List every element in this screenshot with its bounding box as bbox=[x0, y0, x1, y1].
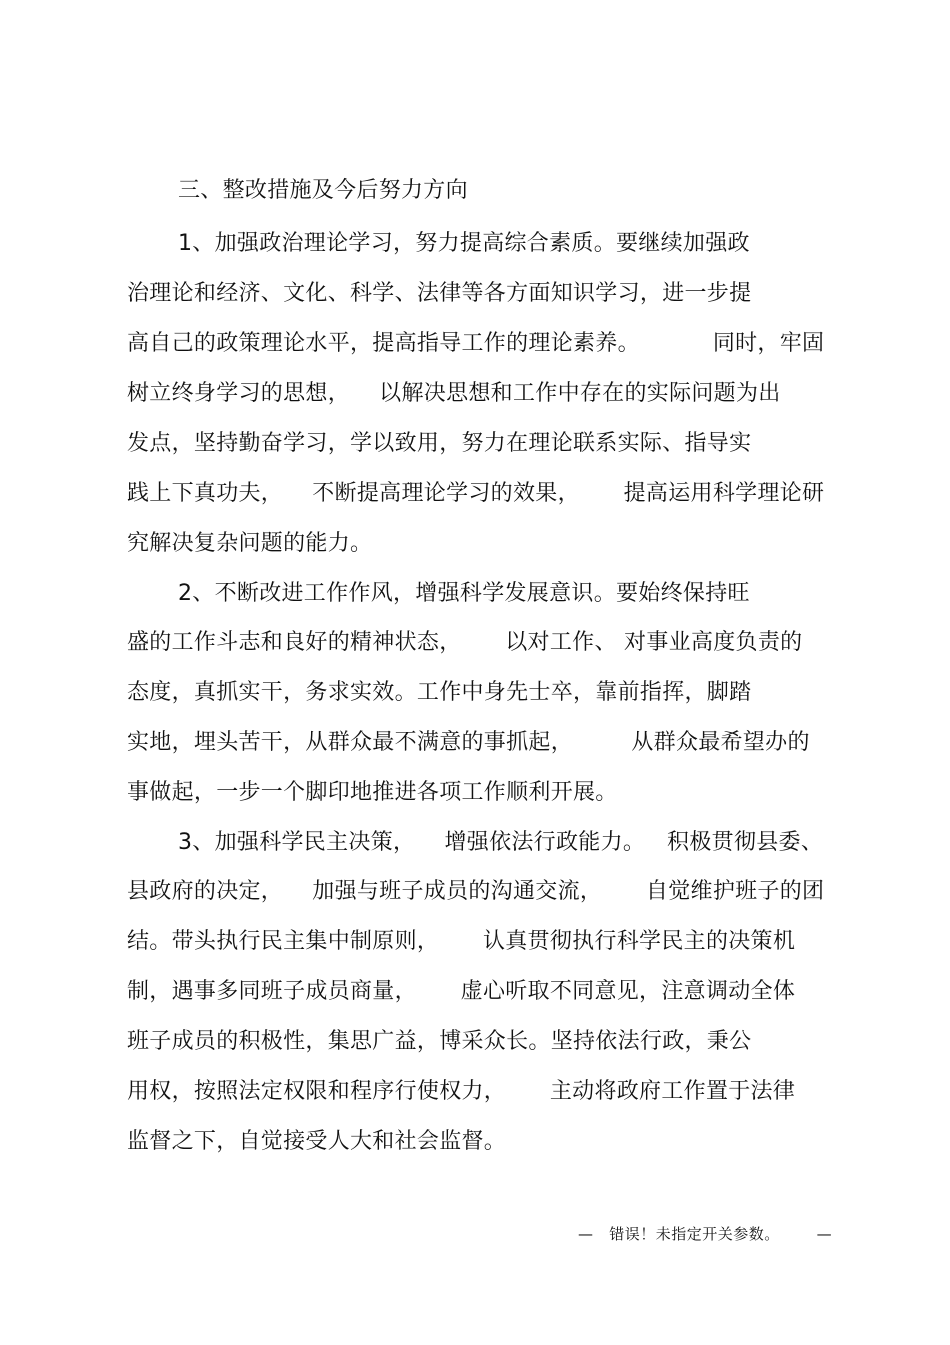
paragraph-2-line-1: 2、不断改进工作作风，增强科学发展意识。要始终保持旺 bbox=[178, 581, 750, 606]
paragraph-3-line-1: 3、加强科学民主决策， 增强依法行政能力。 积极贯彻县委、 bbox=[178, 830, 824, 855]
paragraph-2-line-5: 事做起，一步一个脚印地推进各项工作顺利开展。 bbox=[127, 780, 618, 805]
section-heading: 三、整改措施及今后努力方向 bbox=[178, 178, 468, 203]
paragraph-1-line-2: 治理论和经济、文化、科学、法律等各方面知识学习，进一步提 bbox=[127, 281, 752, 306]
paragraph-3-line-7: 监督之下，自觉接受人大和社会监督。 bbox=[127, 1129, 507, 1154]
paragraph-2-line-2: 盛的工作斗志和良好的精神状态， 以对工作、 对事业高度负责的 bbox=[127, 630, 803, 655]
paragraph-3-line-5: 班子成员的积极性，集思广益，博采众长。坚持依法行政，秉公 bbox=[127, 1029, 752, 1054]
paragraph-1-line-5: 发点，坚持勤奋学习，学以致用，努力在理论联系实际、指导实 bbox=[127, 431, 752, 456]
paragraph-3-line-6: 用权，按照法定权限和程序行使权力， 主动将政府工作置于法律 bbox=[127, 1079, 796, 1104]
paragraph-3-line-2: 县政府的决定， 加强与班子成员的沟通交流， 自觉维护班子的团 bbox=[127, 879, 825, 904]
paragraph-2-line-3: 态度，真抓实干，务求实效。工作中身先士卒，靠前指挥，脚踏 bbox=[127, 680, 752, 705]
paragraph-1-line-4: 树立终身学习的思想， 以解决思想和工作中存在的实际问题为出 bbox=[127, 381, 781, 406]
paragraph-1-line-6: 践上下真功夫， 不断提高理论学习的效果， 提高运用科学理论研 bbox=[127, 481, 825, 506]
paragraph-1-line-1: 1、加强政治理论学习，努力提高综合素质。要继续加强政 bbox=[178, 231, 750, 256]
page-footer: — 错误！未指定开关参数。 — bbox=[578, 1225, 833, 1243]
paragraph-3-line-4: 制，遇事多同班子成员商量， 虚心听取不同意见，注意调动全体 bbox=[127, 979, 796, 1004]
paragraph-1-line-7: 究解决复杂问题的能力。 bbox=[127, 531, 373, 556]
paragraph-2-line-4: 实地，埋头苦干，从群众最不满意的事抓起， 从群众最希望办的 bbox=[127, 730, 810, 755]
paragraph-3-line-3: 结。带头执行民主集中制原则， 认真贯彻执行科学民主的决策机 bbox=[127, 929, 796, 954]
paragraph-1-line-3: 高自己的政策理论水平，提高指导工作的理论素养。 同时，牢固 bbox=[127, 331, 825, 356]
